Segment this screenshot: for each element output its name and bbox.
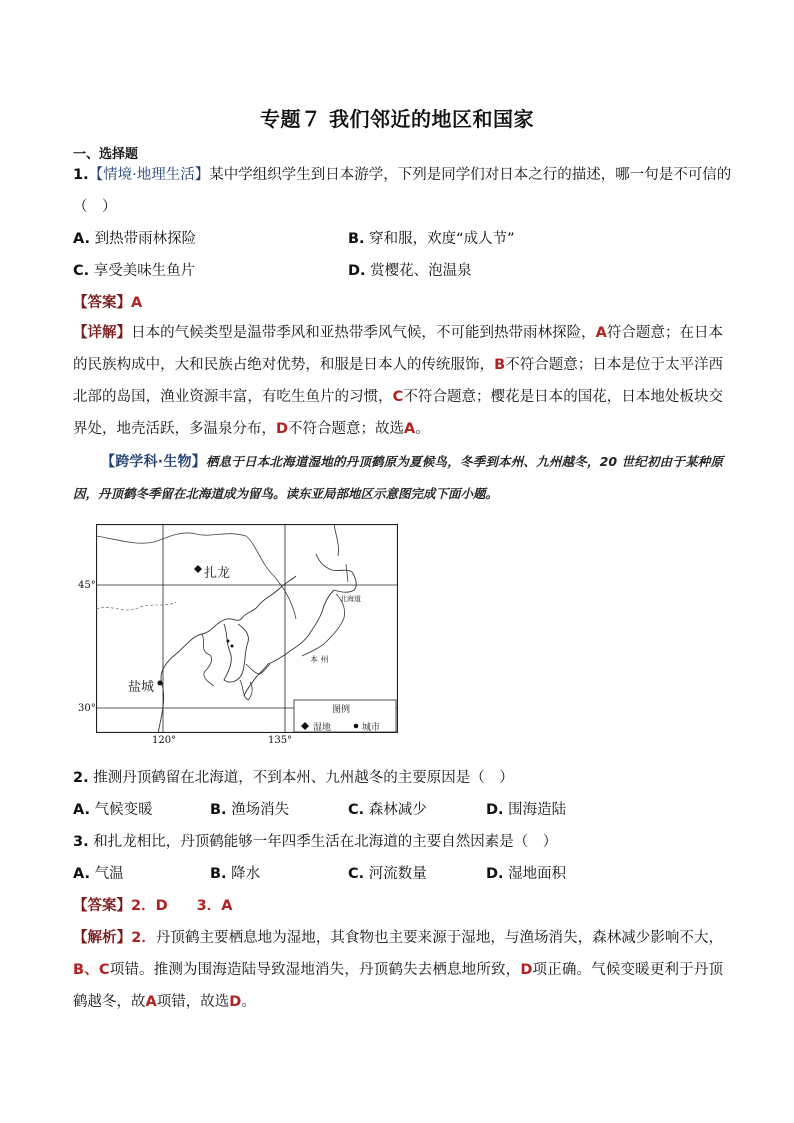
q2-stem-line: 2. 推测丹顶鹤留在北海道，不到本州、九州越冬的主要原因是（ ） [73, 770, 514, 786]
q1-tag: 【情境·地理生活】 [88, 167, 210, 183]
lat-30-label: 30° [78, 703, 96, 714]
context-text: 栖息于日本北海道湿地的丹顶鹤原为夏候鸟，冬季到本州、九州越冬，20 世纪初由于某种原因，丹顶鹤冬季留在北海道成为留鸟。读东亚局部地区示意图完成下面小题。 [73, 454, 723, 501]
context-paragraph [73, 446, 723, 510]
q3-option-d: D. 湿地面积 [486, 866, 567, 882]
lon-120-label: 120° [152, 735, 177, 746]
q1-option-d: D. 赏樱花、泡温泉 [348, 263, 472, 279]
analysis-paragraph: 【解析】2．丹顶鹤主要栖息地为湿地，其食物也主要来源于湿地，与渔场消失，森林减少影响不大，B、C项错。推测为围海造陆导致湿地消失，丹顶鹤失去栖息地所致，D项正确。气候变暖更利于丹顶鹤越冬，故A项错，故选D。 [73, 930, 724, 1010]
q1-detail: 【详解】日本的气候类型是温带季风和亚热带季风气候，不可能到热带雨林探险，A符合题意；在日本的民族构成中，大和民族占绝对优势，和服是日本人的传统服饰，B不符合题意；日本是位于太平洋西北部的岛国，渔业资源丰富，有吃生鱼片的习惯，C不符合题意；樱花是日本的国花，日本地处板块交界处，地壳活跃，多温泉分布，D不符合题意；故选A。 [73, 325, 724, 437]
q1-paren: （ ） [73, 199, 117, 215]
legend-city-marker [354, 724, 359, 729]
q2-option-a: A. 气候变暖 [73, 802, 153, 818]
yancheng-label: 盐城 [128, 680, 155, 695]
q1-answer: 【答案】A [73, 295, 143, 311]
yancheng-marker [158, 681, 163, 686]
legend-title: 图例 [332, 705, 351, 715]
q2-stem: 推测丹顶鹤留在北海道，不到本州、九州越冬的主要原因是（ ） [93, 770, 514, 786]
legend-city: 城市 [362, 723, 381, 733]
q1-option-c: C. 享受美味生鱼片 [73, 263, 196, 279]
answers-2-3: 【答案】2．D 3．A [73, 898, 233, 914]
q1-option-a: A. 到热带雨林探险 [73, 231, 197, 247]
q1-stem-line [73, 165, 731, 185]
honshu-label: 本 州 [310, 655, 329, 664]
q2-option-c: C. 森林减少 [348, 802, 427, 818]
q1-option-b: B. 穿和服，欢度“成人节” [348, 231, 515, 247]
section-heading: 一、选择题 [73, 147, 139, 162]
q2-option-b: B. 渔场消失 [210, 802, 290, 818]
legend-wetland: 湿地 [313, 723, 332, 733]
q3-option-a: A. 气温 [73, 866, 124, 882]
q2-option-d: D. 围海造陆 [486, 802, 567, 818]
q1-number: 1. [73, 167, 89, 183]
q3-stem-line: 3. 和扎龙相比，丹顶鹤能够一年四季生活在北海道的主要自然因素是（ ） [73, 834, 558, 850]
lon-135-label: 135° [268, 735, 293, 746]
map-drawing [96, 524, 398, 733]
q3-option-c: C. 河流数量 [348, 866, 427, 882]
q1-stem: 某中学组织学生到日本游学，下列是同学们对日本之行的描述，哪一句是不可信的 [209, 167, 732, 183]
q3-stem: 和扎龙相比，丹顶鹤能够一年四季生活在北海道的主要自然因素是（ ） [93, 834, 558, 850]
zhalong-label: 扎龙 [204, 566, 231, 581]
hokkaido-label: 北海道 [340, 595, 361, 603]
q3-option-b: B. 降水 [210, 866, 261, 882]
east-asia-map [96, 524, 398, 733]
page-title: 专题７ 我们邻近的地区和国家 [260, 107, 534, 131]
context-tag: 【跨学科·生物】 [101, 454, 206, 470]
lat-45-label: 45° [78, 580, 96, 591]
